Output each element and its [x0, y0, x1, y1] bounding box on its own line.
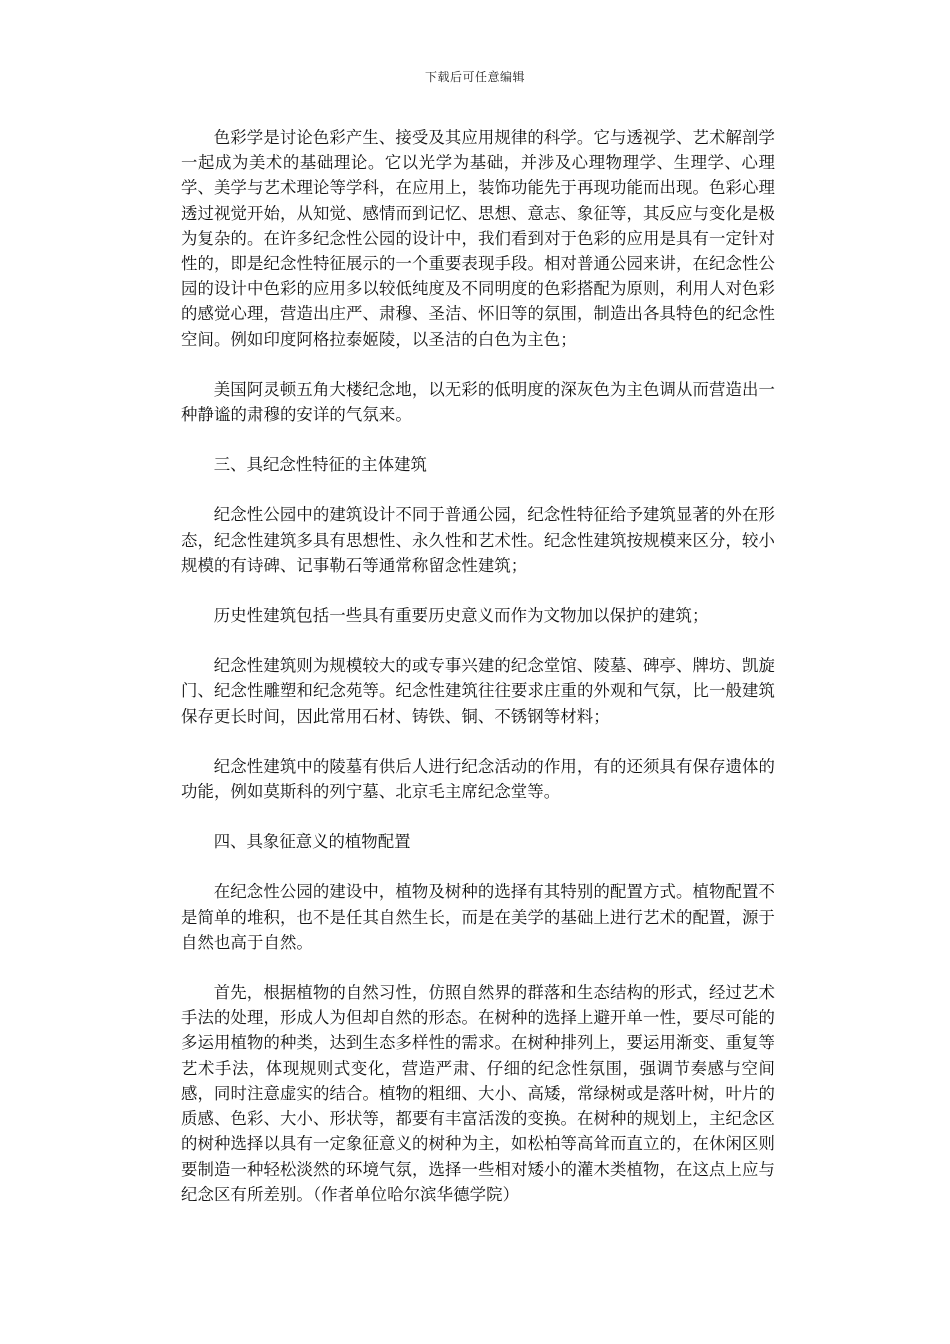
section-heading-architecture: 三、具纪念性特征的主体建筑	[213, 455, 427, 475]
paragraph-color-theory: 色彩学是讨论色彩产生、接受及其应用规律的科学。它与透视学、艺术解剖学一起成为美术的基础理论。它以光学为基础，并涉及心理物理学、生理学、心理学、美学与艺术理论等学科，在应用上，装饰功能先于再现功能而出现。色彩心理透过视觉开始，从知觉、感情而到记忆、思想、意志、象征等，其反应与变化是极为复杂的。在许多纪念性公园的设计中，我们看到对于色彩的应用是具有一定针对性的，即是纪念性特征展示的一个重要表现手段。相对普通公园来讲，在纪念性公园的设计中色彩的应用多以较低纯度及不同明度的色彩搭配为原则，利用人对色彩的感觉心理，营造出庄严、肃穆、圣洁、怀旧等的氛围，制造出各具特色的纪念性空间。例如印度阿格拉泰姬陵，以圣洁的白色为主色；	[181, 128, 775, 349]
header-note: 下载后可任意编辑	[424, 70, 525, 84]
paragraph-memorial-buildings: 纪念性建筑则为规模较大的或专事兴建的纪念堂馆、陵墓、碑亭、牌坊、凯旋门、纪念性雕塑和纪念苑等。纪念性建筑往往要求庄重的外观和气氛，比一般建筑保存更长时间，因此常用石材、铸铁、铜、不锈钢等材料；	[181, 656, 775, 726]
paragraph-historic-buildings: 历史性建筑包括一些具有重要历史意义而作为文物加以保护的建筑；	[213, 606, 709, 626]
paragraph-plant-details: 首先，根据植物的自然习性，仿照自然界的群落和生态结构的形式，经过艺术手法的处理，形成人为但却自然的形态。在树种的选择上避开单一性，要尽可能的多运用植物的种类，达到生态多样性的需求。在树种排列上，要运用渐变、重复等艺术手法，体现规则式变化，营造严肃、仔细的纪念性氛围，强调节奏感与空间感，同时注意虚实的结合。植物的粗细、大小、高矮，常绿树或是落叶树，叶片的质感、色彩、大小、形状等，都要有丰富活泼的变换。在树种的规划上，主纪念区的树种选择以具有一定象征意义的树种为主，如松柏等高耸而直立的，在休闲区则要制造一种轻松淡然的环境气氛，选择一些相对矮小的灌木类植物，在这点上应与纪念区有所差别。（作者单位哈尔滨华德学院）	[181, 983, 775, 1204]
section-heading-plants: 四、具象征意义的植物配置	[213, 832, 411, 852]
paragraph-architecture-intro: 纪念性公园中的建筑设计不同于普通公园，纪念性特征给予建筑显著的外在形态，纪念性建筑多具有思想性、永久性和艺术性。纪念性建筑按规模来区分，较小规模的有诗碑、记事勒石等通常称留念性建筑；	[181, 505, 775, 575]
paragraph-arlington: 美国阿灵顿五角大楼纪念地，以无彩的低明度的深灰色为主色调从而营造出一种静谧的肃穆的安详的气氛来。	[181, 379, 775, 425]
paragraph-plant-config: 在纪念性公园的建设中，植物及树种的选择有其特别的配置方式。植物配置不是简单的堆积，也不是任其自然生长，而是在美学的基础上进行艺术的配置，源于自然也高于自然。	[181, 882, 775, 952]
paragraph-mausoleums: 纪念性建筑中的陵墓有供后人进行纪念活动的作用，有的还须具有保存遗体的功能，例如莫斯科的列宁墓、北京毛主席纪念堂等。	[181, 756, 775, 802]
document-body	[181, 125, 775, 1232]
